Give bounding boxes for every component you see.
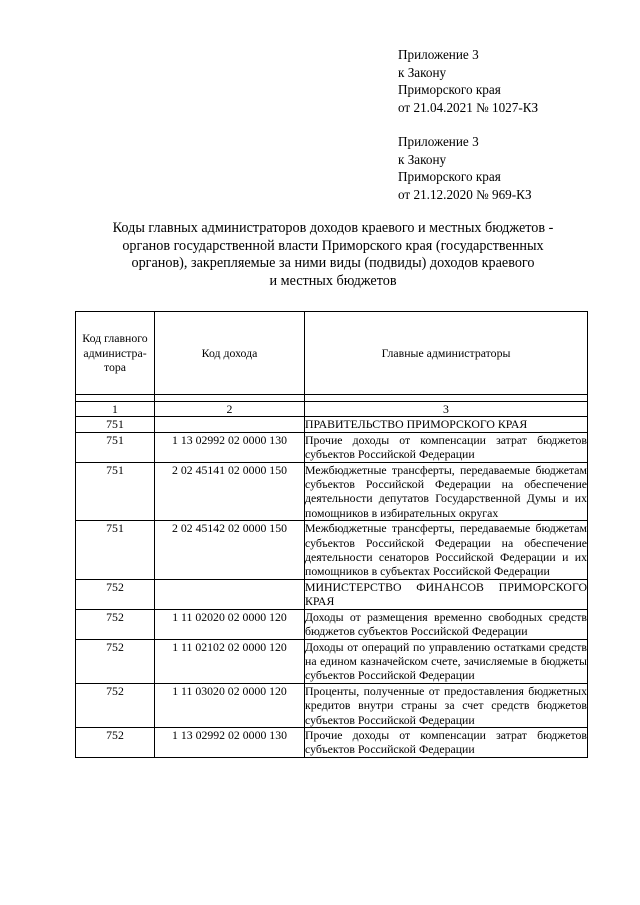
admin-code-cell: 752 [76,727,155,757]
table-row [76,683,588,727]
income-code-cell: 1 11 02102 02 0000 120 [155,639,305,683]
header-admin-code: Код главного администра-тора [76,312,155,395]
administrator-name-cell: ПРАВИТЕЛЬСТВО ПРИМОРСКОГО КРАЯ [305,417,588,432]
income-code-cell: 1 13 02992 02 0000 130 [155,727,305,757]
admin-code-cell: 751 [76,417,155,432]
table-row [76,462,588,521]
title-line: органов), закрепляемые за ними виды (подвиды) доходов краевого [131,255,535,272]
annex-reference-2020 [398,133,532,203]
column-number: 2 [155,402,305,417]
header-administrators: Главные администраторы [305,312,588,395]
annex-line: Приложение 3 [398,134,479,149]
admin-code-cell: 752 [76,579,155,609]
annex-line: Приморского края [398,169,501,184]
header-income-code: Код дохода [155,312,305,395]
table-row [76,417,588,432]
administrator-name-cell: Межбюджетные трансферты, передаваемые бюджетам субъектов Российской Федерации на обеспечение деятельности сенаторов Российской Федерации и их помощников в субъектах Российской Федерации [305,521,587,579]
administrator-name-cell: Доходы от размещения временно свободных средств бюджетов субъектов Российской Федерации [305,609,587,639]
title-line: и местных бюджетов [269,272,397,289]
income-code-cell [155,579,305,609]
table-row [76,521,588,580]
annex-line: к Закону [398,151,447,167]
income-code-cell: 1 11 02020 02 0000 120 [155,609,305,639]
admin-code-cell: 752 [76,683,155,727]
annex-line: Приложение 3 [398,47,479,62]
title-line: Коды главных администраторов доходов краевого и местных бюджетов - [112,220,554,236]
document-title [86,220,580,290]
table-header-row [76,312,588,395]
admin-code-cell: 751 [76,432,155,462]
annex-reference-2021 [398,46,538,116]
administrator-name-cell: Прочие доходы от компенсации затрат бюджетов субъектов Российской Федерации [305,727,587,757]
table-row [76,609,588,639]
income-code-cell: 2 02 45141 02 0000 150 [155,462,305,521]
table-row [76,579,588,609]
administrator-name-cell: Прочие доходы от компенсации затрат бюджетов субъектов Российской Федерации [305,432,587,462]
admin-code-cell: 752 [76,639,155,683]
administrators-table [75,311,588,758]
column-number: 1 [76,402,155,417]
title-line: органов государственной власти Приморского края (государственных [122,237,544,254]
header-spacer-row [76,395,588,402]
administrator-name-cell: Доходы от операций по управлению остатками средств на едином казначейском счете, зачисляемые в бюджеты субъектов Российской Федерации [305,639,587,683]
table-row [76,432,588,462]
income-code-cell [155,417,305,432]
administrator-name-cell: МИНИСТЕРСТВО ФИНАНСОВ ПРИМОРСКОГО КРАЯ [305,579,587,609]
column-number-row [76,402,588,417]
annex-line: от 21.12.2020 № 969-КЗ [398,186,532,202]
annex-line: к Закону [398,64,447,80]
admin-code-cell: 751 [76,521,155,580]
table-row [76,727,588,757]
admin-code-cell: 752 [76,609,155,639]
administrator-name-cell: Проценты, полученные от предоставления бюджетных кредитов внутри страны за счет средств бюджетов субъектов Российской Федерации [305,683,587,727]
annex-line: Приморского края [398,82,501,97]
income-code-cell: 2 02 45142 02 0000 150 [155,521,305,580]
annex-line: от 21.04.2021 № 1027-КЗ [398,99,539,115]
income-code-cell: 1 13 02992 02 0000 130 [155,432,305,462]
table-row [76,639,588,683]
income-code-cell: 1 11 03020 02 0000 120 [155,683,305,727]
administrator-name-cell: Межбюджетные трансферты, передаваемые бюджетам субъектов Российской Федерации на обеспечение деятельности депутатов Государственной Думы и их помощников в избирательных округах [305,462,587,520]
admin-code-cell: 751 [76,462,155,521]
column-number: 3 [305,402,588,417]
